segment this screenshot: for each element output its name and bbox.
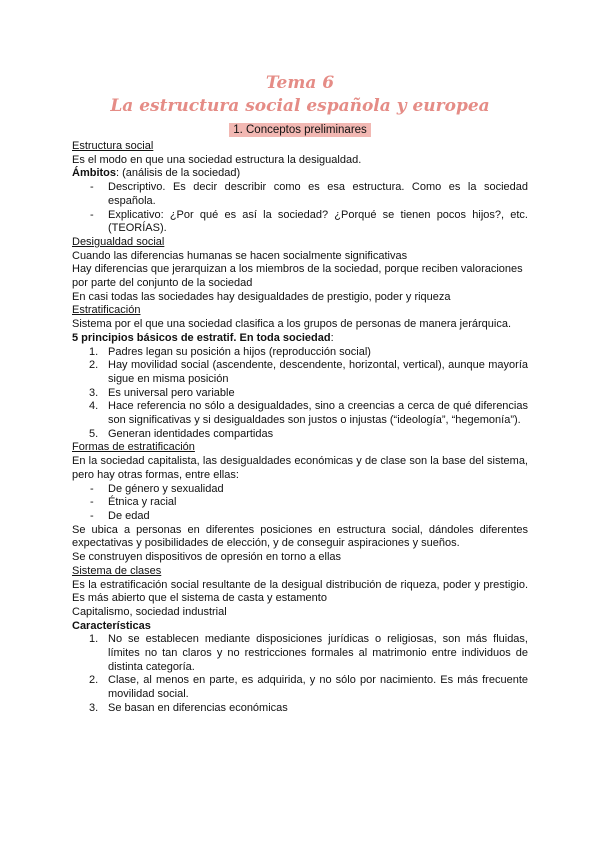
section-heading-label: 1. Conceptos preliminares bbox=[229, 123, 371, 137]
list-item: - Étnica y racial bbox=[90, 496, 177, 509]
doc-title-line2: La estructura social española y europea bbox=[110, 96, 490, 116]
clases-p1: Es la estratificación social resultante de la desigual distribución de riqueza, poder y prestigio. Es más abierto que el sistema de casta y estamento bbox=[72, 578, 528, 605]
list-item: 2. Clase, al menos en parte, es adquirida, y no sólo por nacimiento. Es más frecuente movilidad social. bbox=[89, 674, 528, 701]
list-item: - De edad bbox=[90, 509, 150, 522]
section-heading bbox=[72, 120, 528, 138]
estratificacion-heading: Estratificación bbox=[72, 304, 141, 317]
list-item: - De género y sexualidad bbox=[90, 482, 224, 495]
list-item: - Descriptivo. Es decir describir como es esa estructura. Como es la sociedad española. bbox=[90, 181, 528, 207]
principios-list bbox=[72, 346, 528, 442]
desigualdad-p3: En casi todas las sociedades hay desigualdades de prestigio, poder y riqueza bbox=[72, 290, 451, 303]
list-item: 4. Hace referencia no sólo a desigualdades, sino a creencias a cerca de qué diferencias son significativas y si desigualdades son justos o injustas (“ideología”, “hegemonía”). bbox=[89, 400, 528, 427]
caracteristicas-label: Características bbox=[72, 619, 151, 632]
list-item: 2. Hay movilidad social (ascendente, descendente, horizontal, vertical), aunque mayoría sigue en misma posición bbox=[89, 359, 528, 385]
formas-heading: Formas de estratificación bbox=[72, 441, 195, 454]
principios-line bbox=[72, 332, 528, 346]
ambitos-list bbox=[72, 181, 528, 236]
caracteristicas-list bbox=[72, 633, 528, 715]
desigualdad-p1: Cuando las diferencias humanas se hacen socialmente significativas bbox=[72, 249, 408, 262]
list-item: 1. No se establecen mediante disposiciones jurídicas o religiosas, son más fluidas, límites no tan claros y no restricciones formales al matrimonio entre individuos de distinta categoría. bbox=[89, 633, 528, 673]
ambitos-rest: : (análisis de la sociedad) bbox=[116, 167, 241, 180]
formas-list bbox=[72, 483, 528, 524]
principios-label: 5 principios básicos de estratif. En toda sociedad bbox=[72, 331, 331, 344]
formas-p1: En la sociedad capitalista, las desigualdades económicas y de clase son la base del sistema, pero hay otras formas, entre ellas: bbox=[72, 455, 528, 481]
ambitos-label: Ámbitos bbox=[72, 167, 116, 180]
doc-title-line1: Tema 6 bbox=[265, 73, 335, 93]
clases-heading: Sistema de clases bbox=[72, 564, 162, 577]
estructura-def: Es el modo en que una sociedad estructura la desigualdad. bbox=[72, 153, 362, 166]
clases-p2: Capitalismo, sociedad industrial bbox=[72, 605, 227, 618]
desigualdad-p2: Hay diferencias que jerarquizan a los miembros de la sociedad, porque reciben valoraciones por parte del conjunto de la sociedad bbox=[72, 263, 523, 290]
list-item: 3. Se basan en diferencias económicas bbox=[89, 701, 288, 714]
ambitos-line bbox=[72, 167, 528, 181]
list-item: 1. Padres legan su posición a hijos (reproducción social) bbox=[89, 345, 371, 358]
formas-p3: Se construyen dispositivos de opresión en torno a ellas bbox=[72, 551, 342, 564]
estratificacion-def: Sistema por el que una sociedad clasifica a los grupos de personas de manera jerárquica. bbox=[72, 318, 512, 331]
desigualdad-heading: Desigualdad social bbox=[72, 235, 165, 248]
list-item: 3. Es universal pero variable bbox=[89, 386, 235, 399]
estructura-heading: Estructura social bbox=[72, 140, 154, 152]
list-item: 5. Generan identidades compartidas bbox=[89, 427, 274, 440]
formas-p2: Se ubica a personas en diferentes posiciones en estructura social, dándoles diferentes expectativas y posibilidades de elección, y de conseguir aspiraciones y sueños. bbox=[72, 523, 528, 550]
principios-colon: : bbox=[330, 331, 334, 344]
list-item: - Explicativo: ¿Por qué es así la sociedad? ¿Porqué se tienen pocos hijos?, etc. (TEORÍAS). bbox=[90, 208, 528, 235]
